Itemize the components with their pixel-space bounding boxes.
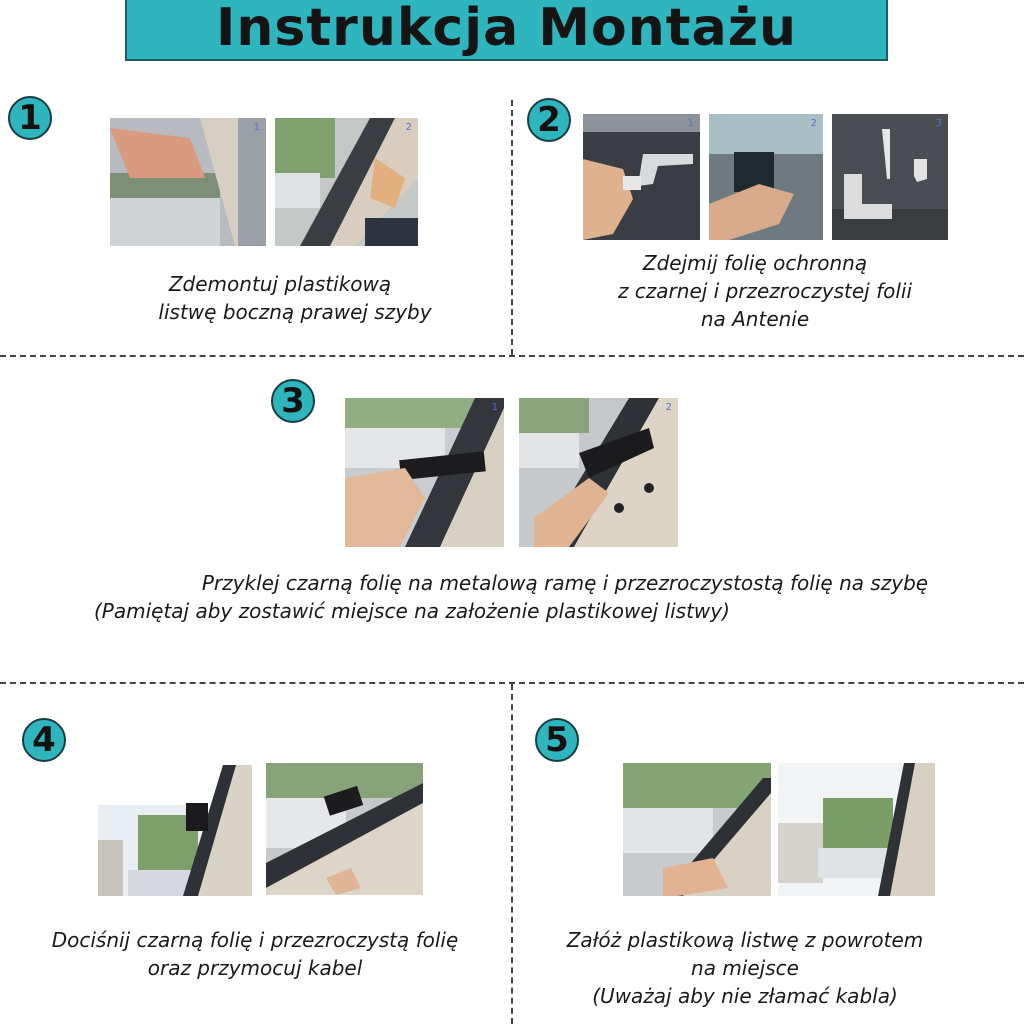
step-4-caption-line: Dociśnij czarną folię i przezroczystą folię [51, 928, 459, 952]
divider-vertical-bottom [511, 684, 513, 1024]
step-2-photo-1-label: 1 [687, 118, 694, 129]
step-4-photo-1 [98, 765, 252, 896]
step-1-caption-line: listwę boczną prawej szyby [158, 300, 432, 324]
step-2-caption-line: Zdejmij folię ochronną [642, 251, 868, 275]
step-5-caption-line: Załóż plastikową listwę z powrotem [566, 928, 924, 952]
step-2-photo-1 [583, 114, 700, 240]
step-3-photo-1 [345, 398, 504, 547]
step-4-photo-2 [266, 763, 423, 895]
step-2-caption-line: z czarnej i przezroczystej folii [617, 279, 913, 303]
step-3-number: 3 [271, 379, 315, 423]
step-4-number: 4 [22, 718, 66, 762]
step-3-photo-2 [519, 398, 678, 547]
step-2-number: 2 [527, 98, 571, 142]
step-3-photo-2-label: 2 [665, 402, 672, 413]
step-2-photo-2-label: 2 [810, 118, 817, 129]
step-1-caption-line: Zdemontuj plastikową [168, 272, 392, 296]
step-2-photo-2 [709, 114, 823, 240]
step-2-photo-3-label: 3 [935, 118, 942, 129]
step-2-photo-3 [832, 114, 948, 240]
step-1-number: 1 [8, 96, 52, 140]
step-1-photo-1-label: 1 [253, 122, 260, 133]
step-1-photo-2 [275, 118, 418, 246]
title-banner [125, 0, 888, 61]
step-1-photo-1 [110, 118, 266, 246]
step-5-caption-line: (Uważaj aby nie złamać kabla) [592, 984, 898, 1008]
step-2-caption [570, 249, 960, 333]
step-1-photo-2-label: 2 [405, 122, 412, 133]
step-3-caption-line: Przyklej czarną folię na metalową ramę i przezroczystostą folię na szybę [201, 571, 929, 595]
page-title: Instrukcja Montażu [216, 0, 797, 58]
step-5-number: 5 [535, 718, 579, 762]
step-3-photo-1-label: 1 [491, 402, 498, 413]
step-3-caption-line: (Pamiętaj aby zostawić miejsce na założenie plastikowej listwy) [94, 599, 730, 623]
step-5-photo-1 [623, 763, 771, 896]
step-5-photo-2 [778, 763, 935, 896]
step-1-caption [100, 270, 460, 326]
step-2-caption-line: na Antenie [700, 307, 810, 331]
step-5-caption-line: na miejsce [691, 956, 799, 980]
step-4-caption [10, 926, 500, 982]
step-5-caption [520, 926, 970, 1010]
step-3-caption [60, 569, 1000, 625]
divider-vertical-top [511, 100, 513, 355]
divider-top [0, 355, 1024, 357]
step-4-caption-line: oraz przymocuj kabel [147, 956, 363, 980]
